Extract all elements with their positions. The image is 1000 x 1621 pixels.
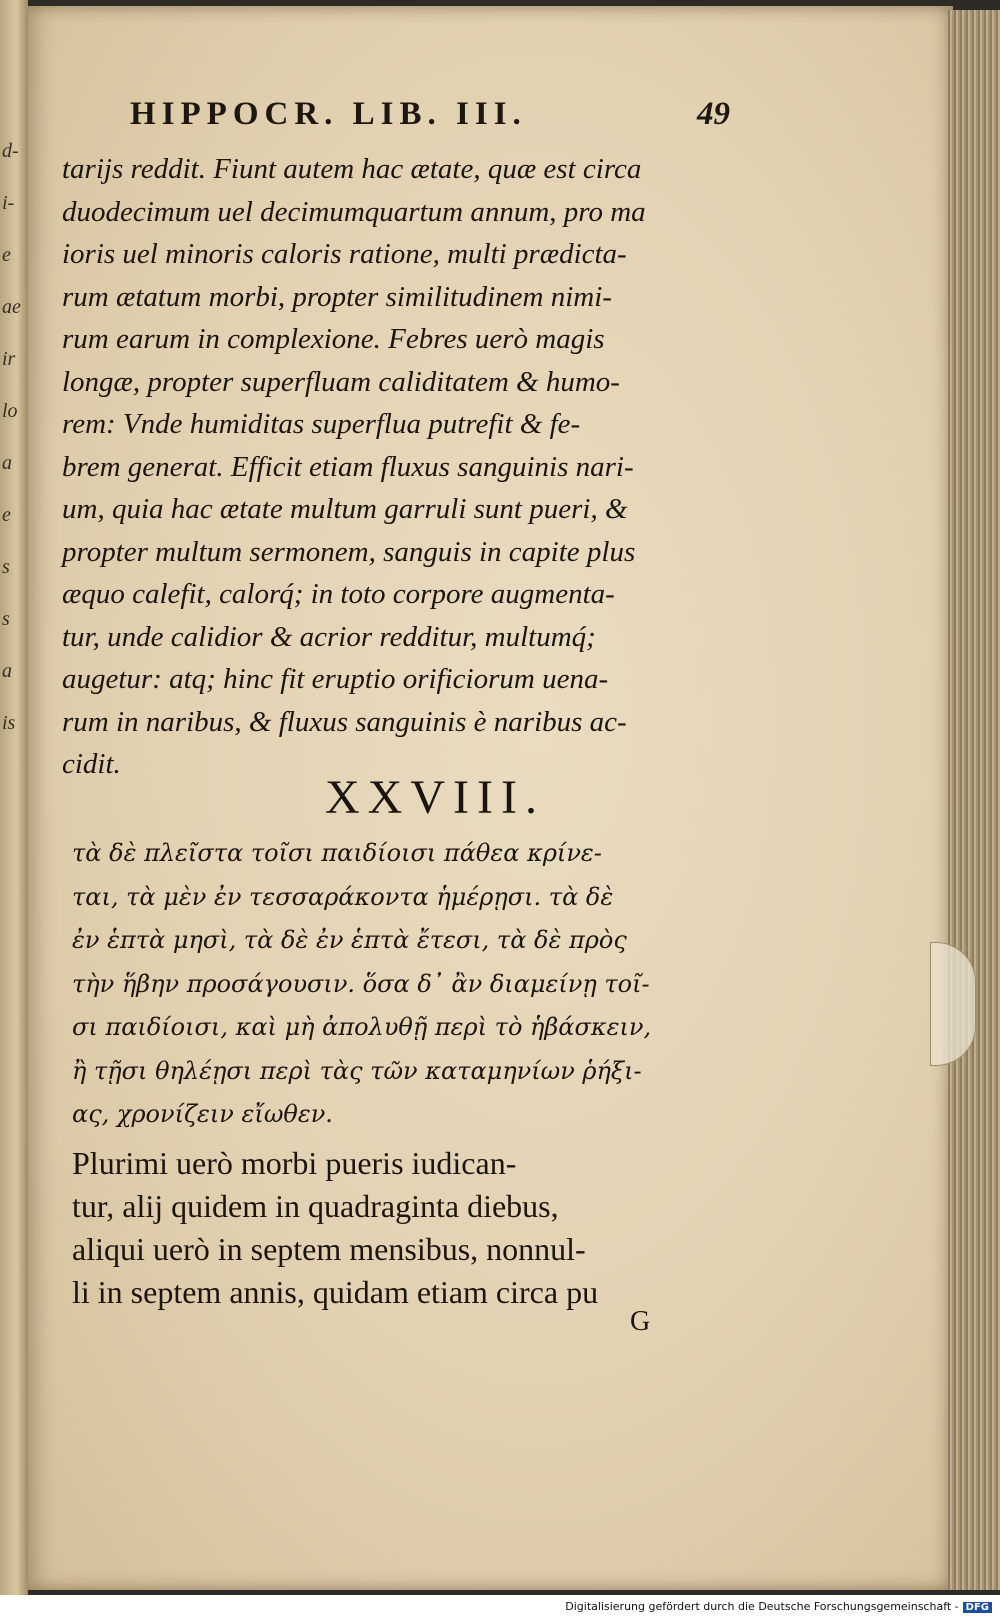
greek-paragraph-line: ἐν ἑπτὰ μησὶ, τὰ δὲ ἐν ἑπτὰ ἔτεσι, τὰ δὲ πρὸς xyxy=(72,926,627,954)
greek-paragraph-line: σι παιδίοισι, καὶ μὴ ἀπολυθῇ περὶ τὸ ἡβάσκειν, xyxy=(72,1013,652,1041)
page-edges xyxy=(948,10,1000,1590)
running-head xyxy=(130,96,730,133)
footer-bar xyxy=(0,1595,1000,1621)
margin-fragment: lo xyxy=(2,400,18,422)
latin-paragraph-1-line: brem generat. Efficit etiam fluxus sanguinis nari- xyxy=(62,450,634,483)
latin-paragraph-1-line: rum in naribus, & fluxus sanguinis è naribus ac- xyxy=(62,705,627,738)
latin-paragraph-1-line: tarijs reddit. Fiunt autem hac ætate, quæ est circa xyxy=(62,153,642,185)
margin-fragment: ir xyxy=(2,348,16,370)
latin-paragraph-1-line: augetur: atq; hinc fit eruptio orificiorum uena- xyxy=(62,663,609,695)
margin-fragment: a xyxy=(2,660,12,682)
footer-credit xyxy=(565,1600,992,1613)
greek-paragraph-line: ας, χρονίζειν εἴωθεν. xyxy=(72,1100,333,1128)
latin-paragraph-1-line: tur, unde calidior & acrior redditur, multumq́; xyxy=(62,620,596,653)
greek-paragraph-line: τὴν ἥβην προσάγουσιν. ὅσα δ᾽ ἂν διαμείνῃ τοῖ- xyxy=(72,969,650,998)
latin-paragraph-1 xyxy=(62,148,742,786)
page-tab-marker xyxy=(930,942,976,1066)
section-heading: XXVIII. xyxy=(325,771,545,824)
latin-paragraph-1-line: rum earum in complexione. Febres uerò magis xyxy=(62,323,605,355)
latin-paragraph-1-line: propter multum sermonem, sanguis in capite plus xyxy=(62,535,636,568)
latin-paragraph-2 xyxy=(72,1142,752,1314)
greek-paragraph-line: ται, τὰ μὲν ἐν τεσσαράκοντα ἡμέρῃσι. τὰ δὲ xyxy=(72,882,614,911)
latin-paragraph-1-line: duodecimum uel decimumquartum annum, pro ma xyxy=(62,195,646,228)
margin-fragment: e xyxy=(2,504,11,526)
latin-paragraph-1-line: ioris uel minoris caloris ratione, multi prædicta- xyxy=(62,238,627,270)
dfg-logo: DFG xyxy=(963,1602,992,1613)
greek-paragraph-line: τὰ δὲ πλεῖστα τοῖσι παιδίοισι πάθεα κρίνε- xyxy=(72,839,602,867)
margin-fragment: i- xyxy=(2,192,15,214)
margin-fragment: ae xyxy=(2,296,21,318)
margin-fragment: is xyxy=(2,712,16,734)
margin-fragment: d- xyxy=(2,140,19,162)
latin-paragraph-1-line: æquo calefit, calorq́; in toto corpore augmenta- xyxy=(62,578,615,610)
latin-paragraph-2-line: li in septem annis, quidam etiam circa pu xyxy=(72,1274,599,1310)
signature-mark: G xyxy=(630,1306,651,1337)
margin-fragment: e xyxy=(2,244,11,266)
latin-paragraph-1-line: rum ætatum morbi, propter similitudinem nimi- xyxy=(62,280,612,313)
latin-paragraph-2-line: Plurimi uerò morbi pueris iudican- xyxy=(72,1145,517,1181)
running-head-title: HIPPOCR. LIB. III. xyxy=(130,96,527,132)
margin-fragment: a xyxy=(2,452,12,474)
page-number: 49 xyxy=(697,96,730,132)
latin-paragraph-1-line: um, quia hac ætate multum garruli sunt pueri, & xyxy=(62,493,628,525)
margin-fragment: s xyxy=(2,556,10,578)
latin-paragraph-1-line: cidit. xyxy=(62,748,121,780)
greek-paragraph xyxy=(72,832,742,1137)
latin-paragraph-2-line: tur, alij quidem in quadraginta diebus, xyxy=(72,1188,559,1224)
greek-paragraph-line: ἢ τῇσι θηλέῃσι περὶ τὰς τῶν καταμηνίων ῥήξι- xyxy=(72,1056,642,1085)
latin-paragraph-1-line: longæ, propter superfluam caliditatem & humo- xyxy=(62,365,620,398)
latin-paragraph-1-line: rem: Vnde humiditas superflua putrefit & fe- xyxy=(62,408,581,440)
margin-fragment: s xyxy=(2,608,10,630)
latin-paragraph-2-line: aliqui uerò in septem mensibus, nonnul- xyxy=(72,1231,586,1267)
footer-credit-text: Digitalisierung gefördert durch die Deutsche Forschungsgemeinschaft - xyxy=(565,1600,959,1613)
